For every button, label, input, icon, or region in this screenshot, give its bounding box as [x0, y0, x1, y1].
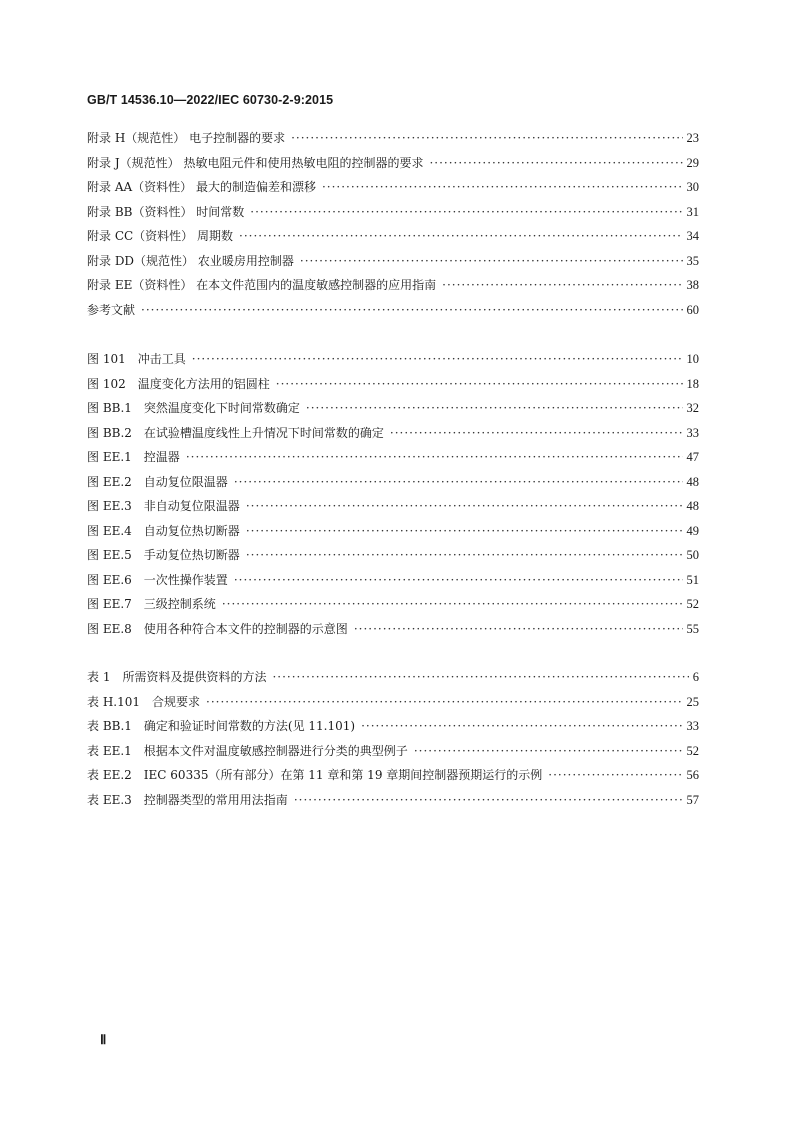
page-number: 25	[686, 694, 699, 709]
toc-entry-label: 参考文献	[87, 302, 136, 317]
page-number: 52	[686, 743, 699, 758]
toc-entry-label	[87, 665, 266, 690]
figure-number: 图 EE.1	[87, 450, 132, 464]
dot-leader	[306, 396, 683, 421]
dot-leader	[239, 224, 683, 249]
figure-title: 非自动复位限温器	[143, 499, 240, 513]
figure-number: 图 EE.8	[87, 621, 132, 636]
page-number: 57	[686, 792, 699, 807]
toc-entry-label	[87, 445, 180, 470]
table-title: IEC 60335（所有部分）在第 11 章和第 19 章期间控制器预期运行的示例	[143, 768, 543, 782]
dot-leader	[276, 372, 683, 397]
dot-leader	[429, 151, 682, 176]
page-number: 49	[686, 523, 699, 538]
toc-row[interactable]	[87, 714, 699, 739]
page-number: 18	[686, 376, 699, 391]
toc-row[interactable]	[87, 665, 699, 690]
toc-row[interactable]	[87, 739, 699, 764]
figure-number: 图 BB.2	[87, 425, 132, 440]
page-number: 6	[692, 670, 699, 684]
toc-entry-label: 附录 DD（规范性） 农业暖房用控制器	[87, 253, 294, 268]
figure-title: 三级控制系统	[143, 597, 216, 611]
dot-leader	[141, 298, 682, 323]
table-number: 表 EE.3	[87, 792, 132, 807]
toc-entry-label: 附录 H（规范性） 电子控制器的要求	[87, 131, 286, 145]
toc-row[interactable]	[87, 690, 699, 715]
figure-number: 图 EE.3	[87, 499, 132, 513]
dot-leader	[390, 421, 683, 446]
page-number: 32	[686, 401, 699, 415]
toc-row[interactable]	[87, 788, 699, 813]
toc-entry-label	[87, 690, 200, 715]
figure-title: 自动复位限温器	[143, 474, 228, 489]
figure-number: 图 EE.5	[87, 548, 132, 562]
toc-entry-label	[87, 470, 228, 495]
toc-entry-label: 附录 BB（资料性） 时间常数	[87, 204, 245, 219]
toc-row[interactable]	[87, 568, 699, 593]
toc-row[interactable]	[87, 519, 699, 544]
page-number: 10	[686, 352, 699, 366]
table-number: 表 1	[87, 670, 111, 684]
dot-leader	[322, 175, 683, 200]
figure-title: 温度变化方法用的铝圆柱	[137, 376, 270, 391]
toc-row[interactable]	[87, 298, 699, 323]
page-number: 33	[686, 719, 699, 733]
page-number: 52	[686, 597, 699, 611]
figure-title: 控温器	[143, 450, 180, 464]
toc-entry-label	[87, 714, 355, 739]
dot-leader	[272, 665, 688, 690]
page-number: 48	[686, 499, 699, 513]
toc-entry-label	[87, 763, 542, 788]
dot-leader	[442, 273, 682, 298]
figure-number: 图 102	[87, 376, 126, 391]
dot-leader	[250, 200, 682, 225]
toc-entry-label	[87, 568, 228, 593]
dot-leader	[246, 494, 683, 519]
dot-leader	[186, 445, 683, 470]
toc-entry-label: 附录 AA（资料性） 最大的制造偏差和漂移	[87, 180, 316, 194]
page-number: 34	[686, 229, 699, 243]
page-number: 29	[686, 155, 699, 170]
toc-row[interactable]	[87, 543, 699, 568]
page-number: 50	[686, 548, 699, 562]
toc-row[interactable]	[87, 592, 699, 617]
page-number: 56	[686, 768, 699, 782]
dot-leader	[246, 519, 683, 544]
toc-row[interactable]	[87, 249, 699, 274]
table-toc	[87, 665, 699, 812]
figure-title: 冲击工具	[137, 352, 186, 366]
toc-entry-label	[87, 788, 288, 813]
page-number: 33	[686, 425, 699, 440]
figure-toc	[87, 347, 699, 641]
dot-leader	[361, 714, 682, 739]
page-number: 48	[686, 474, 699, 489]
table-number: 表 BB.1	[87, 719, 132, 733]
page-number: 31	[686, 204, 699, 219]
toc-row[interactable]	[87, 494, 699, 519]
dot-leader	[291, 126, 682, 151]
page-number: 38	[686, 278, 699, 292]
dot-leader	[300, 249, 683, 274]
dot-leader	[294, 788, 683, 813]
table-title: 所需资料及提供资料的方法	[122, 670, 267, 684]
toc-entry-label: 附录 EE（资料性） 在本文件范围内的温度敏感控制器的应用指南	[87, 278, 437, 292]
toc-entry-label	[87, 494, 240, 519]
toc-row[interactable]	[87, 175, 699, 200]
table-number: 表 EE.1	[87, 743, 132, 758]
toc-entry-label: 附录 J（规范性） 热敏电阻元件和使用热敏电阻的控制器的要求	[87, 155, 424, 170]
toc-entry-label	[87, 396, 300, 421]
toc-entry-label: 附录 CC（资料性） 周期数	[87, 229, 233, 243]
toc-row[interactable]	[87, 396, 699, 421]
dot-leader	[206, 690, 682, 715]
figure-title: 手动复位热切断器	[143, 548, 240, 562]
toc-row[interactable]	[87, 372, 699, 397]
figure-title: 突然温度变化下时间常数确定	[143, 401, 300, 415]
dot-leader	[548, 763, 682, 788]
table-title: 控制器类型的常用用法指南	[143, 792, 288, 807]
toc-entry-label	[87, 617, 348, 642]
annex-toc	[87, 126, 699, 322]
toc-entry-label	[87, 592, 216, 617]
toc-entry-label	[87, 519, 240, 544]
toc-row[interactable]	[87, 273, 699, 298]
dot-leader	[192, 347, 683, 372]
dot-leader	[246, 543, 683, 568]
toc-entry-label	[87, 421, 384, 446]
figure-number: 图 EE.4	[87, 523, 132, 538]
figure-number: 图 EE.6	[87, 572, 132, 587]
toc-row[interactable]	[87, 445, 699, 470]
toc-row[interactable]	[87, 763, 699, 788]
dot-leader	[414, 739, 683, 764]
toc-entry-label	[87, 347, 186, 372]
figure-number: 图 EE.7	[87, 597, 132, 611]
figure-number: 图 EE.2	[87, 474, 132, 489]
toc-row[interactable]	[87, 151, 699, 176]
toc-row[interactable]	[87, 421, 699, 446]
page-number: 30	[686, 180, 699, 194]
page-number: 23	[686, 131, 699, 145]
page-number: 51	[686, 572, 699, 587]
toc-entry-label	[87, 543, 240, 568]
dot-leader	[222, 592, 683, 617]
table-number: 表 H.101	[87, 694, 140, 709]
dot-leader	[234, 470, 683, 495]
toc-row[interactable]	[87, 347, 699, 372]
toc-entry-label	[87, 739, 408, 764]
page-number: 47	[686, 450, 699, 464]
toc-row[interactable]	[87, 470, 699, 495]
figure-title: 使用各种符合本文件的控制器的示意图	[143, 621, 348, 636]
page-footer-number: Ⅱ	[100, 1032, 107, 1047]
dot-leader	[234, 568, 683, 593]
table-title: 确定和验证时间常数的方法(见 11.101)	[143, 719, 356, 733]
table-title: 合规要求	[152, 694, 201, 709]
figure-number: 图 BB.1	[87, 401, 132, 415]
dot-leader	[354, 617, 683, 642]
toc-row[interactable]	[87, 224, 699, 249]
page-number: 60	[686, 302, 699, 317]
toc-row[interactable]	[87, 126, 699, 151]
table-number: 表 EE.2	[87, 768, 132, 782]
table-title: 根据本文件对温度敏感控制器进行分类的典型例子	[143, 743, 408, 758]
figure-title: 在试验槽温度线性上升情况下时间常数的确定	[143, 425, 384, 440]
toc-row[interactable]	[87, 200, 699, 225]
figure-title: 一次性操作装置	[143, 572, 228, 587]
figure-title: 自动复位热切断器	[143, 523, 240, 538]
figure-number: 图 101	[87, 352, 126, 366]
document-header: GB/T 14536.10—2022/IEC 60730-2-9:2015	[87, 93, 334, 107]
page-number: 35	[686, 253, 699, 268]
toc-entry-label	[87, 372, 270, 397]
page-number: 55	[686, 621, 699, 636]
toc-row[interactable]	[87, 617, 699, 642]
